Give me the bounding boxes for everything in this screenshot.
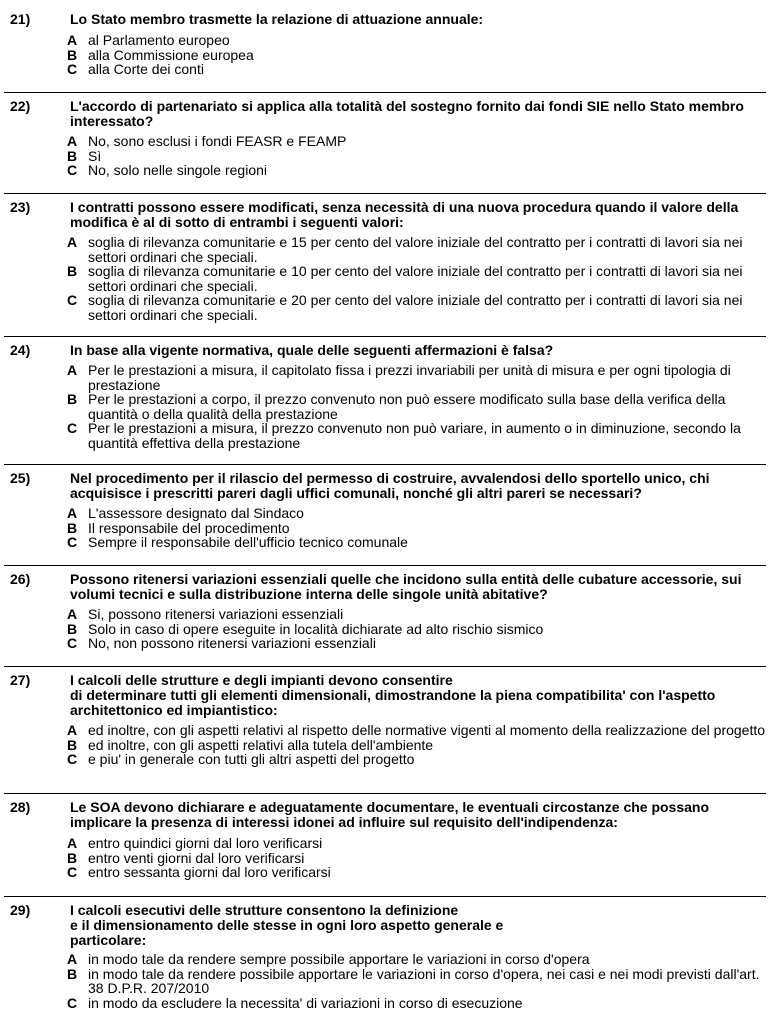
option-letter: C	[67, 292, 78, 308]
option-letter: A	[67, 505, 78, 521]
answer-option-b	[0, 392, 775, 421]
answer-option-b	[0, 48, 775, 63]
question-text-line: I calcoli esecutivi delle strutture consentono la definizione	[70, 902, 459, 918]
answer-options	[0, 33, 775, 77]
option-text: No, solo nelle singole regioni	[88, 162, 267, 178]
option-letter: C	[67, 635, 78, 651]
separator-line	[4, 92, 766, 93]
question-number: 27)	[10, 672, 31, 688]
option-text: al Parlamento europeo	[88, 32, 230, 48]
answer-option-b	[0, 622, 775, 637]
question-text	[70, 673, 760, 718]
answer-option-b	[0, 264, 775, 293]
answer-options	[0, 506, 775, 550]
option-text: soglia di rilevanza comunitarie e 20 per cento del valore iniziale del contratto per i contratti di lavori sia nei settori ordinari che speciali.	[88, 292, 743, 323]
separator-line	[4, 565, 766, 566]
option-letter: A	[67, 362, 78, 378]
answer-option-b	[0, 967, 775, 996]
answer-option-c	[0, 535, 775, 550]
question-number: 23)	[10, 199, 31, 215]
option-text: in modo tale da rendere possibile apportare le variazioni in corso d'opera, nei casi e nei modi previsti dall'art. 38 D.P.R. 207/2010	[88, 965, 760, 996]
separator-line	[4, 666, 766, 667]
option-text: soglia di rilevanza comunitarie e 15 per cento del valore iniziale del contratto per i contratti di lavori sia nei settori ordinari che speciali.	[88, 234, 743, 265]
separator-line	[4, 793, 766, 794]
option-letter: C	[67, 864, 78, 880]
option-letter: B	[67, 965, 78, 982]
answer-option-c	[0, 421, 775, 450]
option-text: in modo da escludere la necessita' di variazioni in corso di esecuzione	[88, 994, 523, 1011]
option-letter: C	[67, 534, 78, 550]
option-text: entro sessanta giorni dal loro verificarsi	[88, 864, 331, 880]
option-text: ed inoltre, con gli aspetti relativi alla tutela dell'ambiente	[88, 736, 434, 753]
option-letter: C	[67, 61, 78, 77]
question-text: Possono ritenersi variazioni essenziali quelle che incidono sulla entità delle cubature accessorie, sui volumi tecnici e sulla distribuzione interna delle singole unità abitative?	[70, 571, 742, 602]
option-text: Solo in caso di opere eseguite in località dichiarate ad alto rischio sismico	[88, 620, 544, 637]
option-text: alla Corte dei conti	[88, 61, 204, 77]
question-text: In base alla vigente normativa, quale delle seguenti affermazioni è falsa?	[70, 342, 554, 358]
option-text: Per le prestazioni a misura, il capitolato fissa i prezzi invariabili per unità di misura e per ogni tipologia di prestazione	[88, 362, 731, 393]
question-text: L'accordo di partenariato si applica alla totalità del sostegno fornito dai fondi SIE nello Stato membro interessato?	[70, 98, 744, 129]
answer-option-b	[0, 738, 775, 753]
answer-options	[0, 723, 775, 767]
answer-option-c	[0, 636, 775, 651]
question-text: I contratti possono essere modificati, senza necessità di una nuova procedura quando il valore della modifica è al di sotto di entrambi i seguenti valori:	[70, 199, 739, 230]
option-letter: B	[67, 391, 78, 407]
question-number: 21)	[10, 11, 31, 27]
answer-option-a	[0, 836, 775, 851]
question-number: 26)	[10, 571, 31, 587]
option-letter: C	[67, 994, 78, 1011]
answer-option-b	[0, 149, 775, 164]
question-number: 29)	[10, 902, 31, 918]
separator-line	[4, 193, 766, 194]
question-number: 25)	[10, 470, 31, 486]
question-number: 22)	[10, 98, 31, 114]
option-letter: A	[67, 234, 78, 250]
question-number: 28)	[10, 799, 31, 815]
answer-option-a	[0, 506, 775, 521]
option-text: e piu' in generale con tutti gli altri aspetti del progetto	[88, 751, 415, 767]
question-text: Nel procedimento per il rilascio del permesso di costruire, avvalendosi dello sportello unico, chi acquisisce i prescritti pareri dagli uffici comunali, nonché gli altri pareri se necessari?	[70, 470, 710, 501]
option-text: entro quindici giorni dal loro verificarsi	[88, 835, 323, 851]
question-text	[70, 903, 760, 948]
question-text-line: e il dimensionamento delle stesse in ogni loro aspetto generale e	[70, 917, 504, 933]
option-text: L'assessore designato dal Sindaco	[88, 505, 304, 521]
answer-option-c	[0, 996, 775, 1011]
separator-line	[4, 464, 766, 465]
option-letter: C	[67, 162, 78, 178]
answer-options	[0, 235, 775, 322]
option-letter: B	[67, 263, 78, 279]
answer-option-a	[0, 607, 775, 622]
option-text: in modo tale da rendere sempre possibile apportare le variazioni in corso d'opera	[88, 951, 590, 967]
option-text: No, non possono ritenersi variazioni essenziali	[88, 635, 376, 651]
question-number: 24)	[10, 342, 31, 358]
option-letter: B	[67, 147, 78, 164]
question-text: Le SOA devono dichiarare e adeguatamente documentare, le eventuali circostanze che possano implicare la presenza di interessi idonei ad influire sul requisito dell'indipendenza:	[70, 799, 710, 830]
answer-option-c	[0, 62, 775, 77]
option-letter: A	[67, 835, 78, 851]
option-text: Si, possono ritenersi variazioni essenziali	[88, 606, 344, 622]
option-text: Per le prestazioni a misura, il prezzo convenuto non può variare, in aumento o in diminuzione, secondo la quantità effettiva della prestazione	[88, 420, 741, 451]
answer-options	[0, 134, 775, 178]
answer-option-a	[0, 235, 775, 264]
option-text: alla Commissione europea	[88, 46, 254, 63]
answer-options	[0, 607, 775, 651]
option-letter: B	[67, 736, 78, 753]
option-text: entro venti giorni dal loro verificarsi	[88, 849, 305, 866]
answer-option-c	[0, 865, 775, 880]
option-letter: B	[67, 849, 78, 866]
answer-options	[0, 363, 775, 450]
option-text: Sì	[88, 147, 102, 164]
answer-option-b	[0, 851, 775, 866]
answer-option-a	[0, 33, 775, 48]
answer-option-a	[0, 363, 775, 392]
separator-line	[4, 896, 766, 897]
question-text-line: di determinare tutti gli elementi dimensionali, dimostrandone la piena compatibilita' con l'aspetto architettonico ed impiantistico:	[70, 687, 716, 718]
answer-options	[0, 836, 775, 880]
answer-option-c	[0, 163, 775, 178]
option-text: Per le prestazioni a corpo, il prezzo convenuto non può essere modificato sulla base della verifica della quantità o della qualità della prestazione	[88, 391, 726, 422]
answer-option-a	[0, 134, 775, 149]
question-text-line: I calcoli delle strutture e degli impianti devono consentire	[70, 672, 453, 688]
option-text: Il responsabile del procedimento	[88, 519, 290, 536]
option-letter: B	[67, 519, 78, 536]
option-letter: B	[67, 620, 78, 637]
option-letter: A	[67, 606, 78, 622]
option-text: soglia di rilevanza comunitarie e 10 per cento del valore iniziale del contratto per i contratti di lavori sia nei settori ordinari che speciali.	[88, 263, 743, 294]
option-letter: A	[67, 133, 78, 149]
option-letter: C	[67, 420, 78, 436]
answer-option-b	[0, 521, 775, 536]
answer-option-c	[0, 752, 775, 767]
question-text-line: particolare:	[70, 932, 147, 948]
answer-option-a	[0, 952, 775, 967]
option-text: Sempre il responsabile dell'ufficio tecnico comunale	[88, 534, 408, 550]
option-text: ed inoltre, con gli aspetti relativi al rispetto delle normative vigenti al momento della realizzazione del progetto	[88, 722, 766, 738]
option-letter: A	[67, 722, 78, 738]
answer-option-c	[0, 293, 775, 322]
answer-options	[0, 952, 775, 1010]
question-text: Lo Stato membro trasmette la relazione di attuazione annuale:	[70, 11, 484, 27]
option-letter: B	[67, 46, 78, 63]
separator-line	[4, 336, 766, 337]
answer-option-a	[0, 723, 775, 738]
option-letter: A	[67, 32, 78, 48]
option-text: No, sono esclusi i fondi FEASR e FEAMP	[88, 133, 347, 149]
option-letter: C	[67, 751, 78, 767]
option-letter: A	[67, 951, 78, 967]
